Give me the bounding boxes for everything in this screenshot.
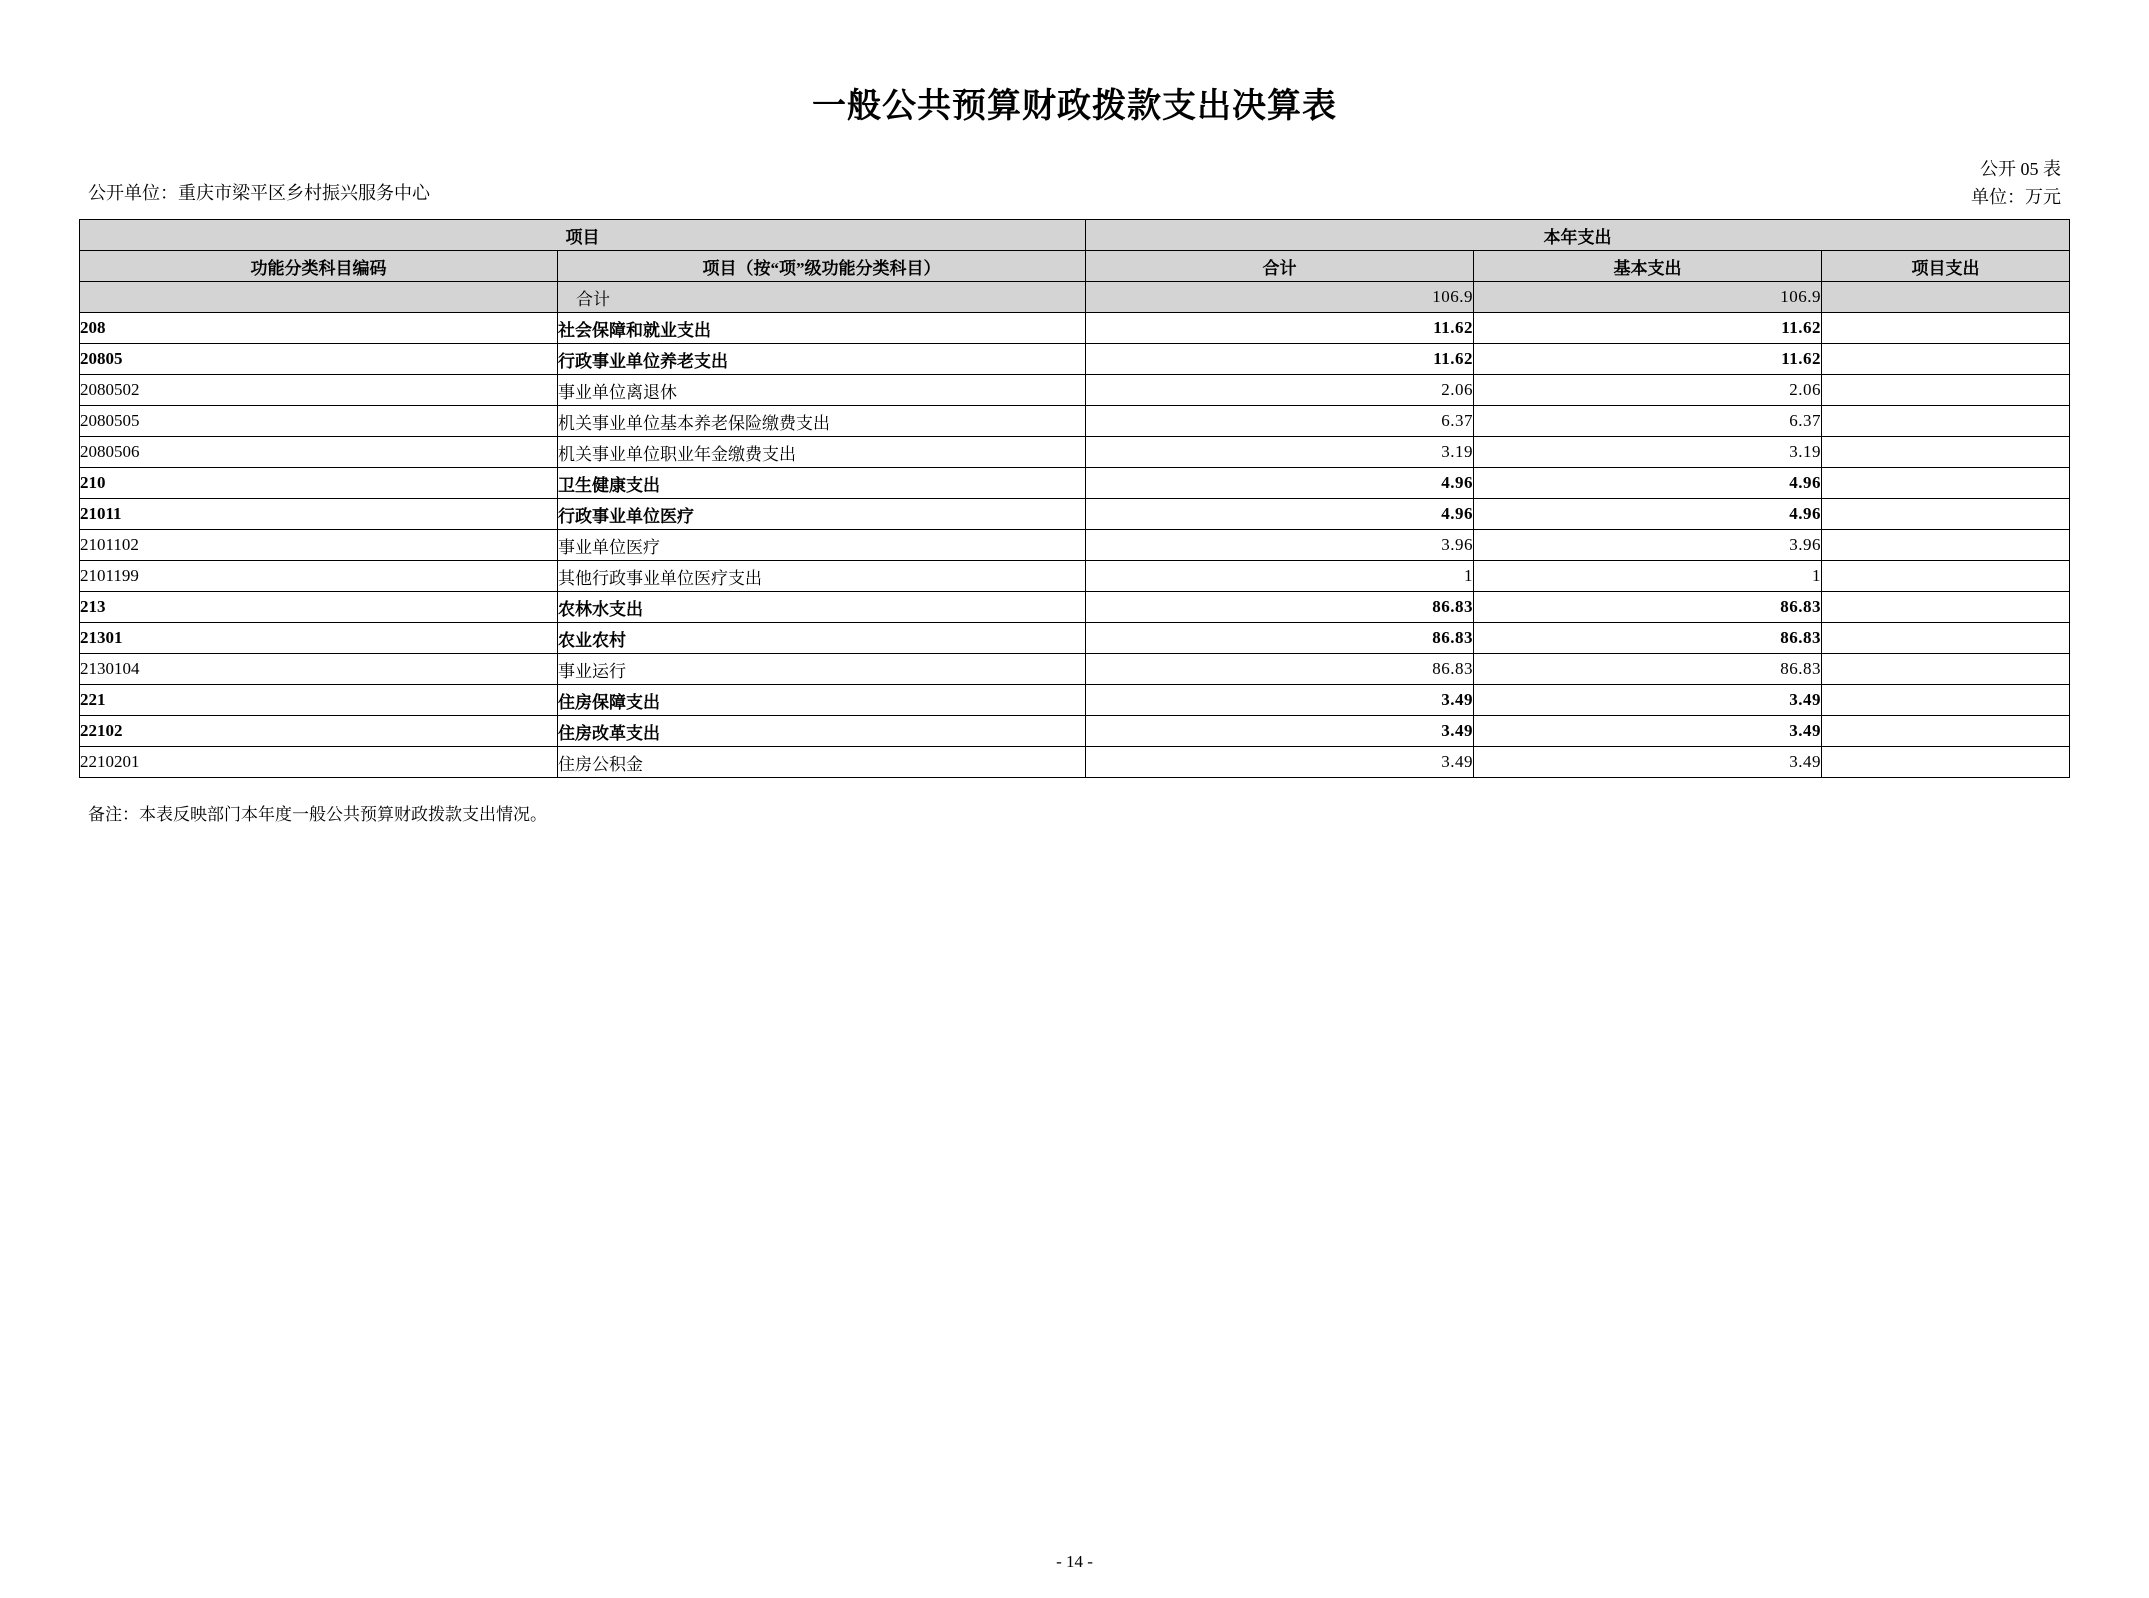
table-row [80,282,2070,313]
cell-code: 213 [80,592,558,623]
cell-code [80,282,558,313]
cell-total: 3.49 [1086,685,1474,716]
cell-project [1822,499,2070,530]
page-title: 一般公共预算财政拨款支出决算表 [812,88,1337,125]
table-row [80,747,2070,778]
cell-project [1822,468,2070,499]
cell-total: 2.06 [1086,375,1474,406]
cell-total: 86.83 [1086,654,1474,685]
cell-project [1822,592,2070,623]
cell-total: 86.83 [1086,592,1474,623]
cell-code: 2080506 [80,437,558,468]
table-group-header-row [80,220,2070,251]
page-number: - 14 - [1056,1552,1093,1571]
cell-code: 21301 [80,623,558,654]
cell-item: 机关事业单位职业年金缴费支出 [558,437,1086,468]
cell-basic: 1 [1474,561,1822,592]
table-row [80,437,2070,468]
cell-item: 社会保障和就业支出 [558,313,1086,344]
cell-total: 86.83 [1086,623,1474,654]
cell-basic: 6.37 [1474,406,1822,437]
cell-project [1822,747,2070,778]
cell-basic: 11.62 [1474,313,1822,344]
table-note: 备注：本表反映部门本年度一般公共预算财政拨款支出情况。 [88,805,547,824]
table-row [80,313,2070,344]
table-row [80,685,2070,716]
cell-basic: 4.96 [1474,468,1822,499]
cell-basic: 86.83 [1474,592,1822,623]
cell-code: 210 [80,468,558,499]
cell-code: 2080505 [80,406,558,437]
cell-project [1822,344,2070,375]
publishing-unit-label: 公开单位：重庆市梁平区乡村振兴服务中心 [88,183,430,203]
cell-basic: 86.83 [1474,654,1822,685]
cell-code: 22102 [80,716,558,747]
cell-project [1822,623,2070,654]
cell-total: 11.62 [1086,344,1474,375]
cell-project [1822,716,2070,747]
cell-total: 11.62 [1086,313,1474,344]
document-meta [0,155,2149,211]
table-row [80,561,2070,592]
table-row [80,499,2070,530]
cell-basic: 2.06 [1474,375,1822,406]
cell-item: 住房保障支出 [558,685,1086,716]
table-row [80,406,2070,437]
cell-item: 农业农村 [558,623,1086,654]
cell-basic: 11.62 [1474,344,1822,375]
cell-code: 221 [80,685,558,716]
cell-item: 住房公积金 [558,747,1086,778]
cell-project [1822,282,2070,313]
cell-item: 行政事业单位医疗 [558,499,1086,530]
cell-total: 3.49 [1086,716,1474,747]
cell-code: 2101102 [80,530,558,561]
cell-item: 其他行政事业单位医疗支出 [558,561,1086,592]
cell-basic: 4.96 [1474,499,1822,530]
cell-item: 农林水支出 [558,592,1086,623]
cell-code: 2101199 [80,561,558,592]
cell-total: 3.19 [1086,437,1474,468]
document-page [0,78,2149,1598]
cell-item: 事业单位离退休 [558,375,1086,406]
column-header-project: 项目支出 [1822,251,2070,282]
cell-item: 行政事业单位养老支出 [558,344,1086,375]
cell-code: 2080502 [80,375,558,406]
cell-total: 6.37 [1086,406,1474,437]
column-header-item: 项目（按“项”级功能分类科目） [558,251,1086,282]
cell-project [1822,437,2070,468]
table-row [80,530,2070,561]
column-header-basic: 基本支出 [1474,251,1822,282]
column-header-total: 合计 [1086,251,1474,282]
cell-total: 106.9 [1086,282,1474,313]
cell-basic: 3.96 [1474,530,1822,561]
amount-unit: 单位：万元 [1971,187,2061,207]
table-row [80,344,2070,375]
cell-total: 3.49 [1086,747,1474,778]
cell-basic: 3.49 [1474,747,1822,778]
table-head [80,220,2070,282]
cell-basic: 3.49 [1474,716,1822,747]
form-number: 公开 05 表 [1980,159,2061,179]
table-row [80,623,2070,654]
cell-project [1822,375,2070,406]
cell-basic: 106.9 [1474,282,1822,313]
cell-code: 2210201 [80,747,558,778]
cell-basic: 3.49 [1474,685,1822,716]
group-header-item: 项目 [80,220,1086,251]
table-row [80,375,2070,406]
table-body [80,282,2070,778]
cell-project [1822,654,2070,685]
table-column-header-row [80,251,2070,282]
budget-expenditure-table [79,219,2070,778]
cell-basic: 86.83 [1474,623,1822,654]
cell-code: 20805 [80,344,558,375]
cell-item: 合计 [558,282,1086,313]
cell-project [1822,406,2070,437]
cell-item: 事业单位医疗 [558,530,1086,561]
column-header-code: 功能分类科目编码 [80,251,558,282]
table-row [80,716,2070,747]
cell-project [1822,685,2070,716]
cell-item: 机关事业单位基本养老保险缴费支出 [558,406,1086,437]
cell-code: 21011 [80,499,558,530]
cell-basic: 3.19 [1474,437,1822,468]
cell-code: 2130104 [80,654,558,685]
form-meta [1971,155,2061,211]
group-header-year-expenditure: 本年支出 [1086,220,2070,251]
cell-item: 事业运行 [558,654,1086,685]
cell-project [1822,561,2070,592]
cell-item: 住房改革支出 [558,716,1086,747]
cell-total: 4.96 [1086,468,1474,499]
cell-item: 卫生健康支出 [558,468,1086,499]
cell-project [1822,530,2070,561]
table-row [80,468,2070,499]
cell-total: 4.96 [1086,499,1474,530]
cell-code: 208 [80,313,558,344]
cell-project [1822,313,2070,344]
table-row [80,654,2070,685]
cell-total: 3.96 [1086,530,1474,561]
cell-total: 1 [1086,561,1474,592]
table-row [80,592,2070,623]
